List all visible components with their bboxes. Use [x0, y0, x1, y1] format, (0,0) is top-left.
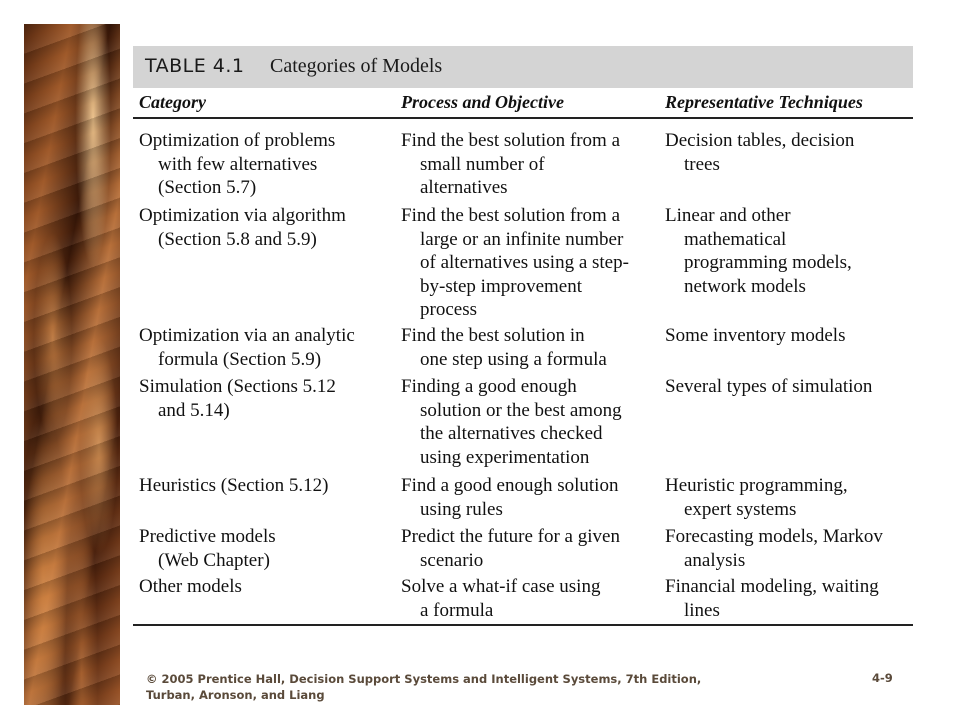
cell-line: solution or the best among	[420, 399, 622, 421]
cell-line: a formula	[420, 599, 494, 621]
techniques-cell	[665, 525, 883, 572]
header-techniques: Representative Techniques	[665, 92, 863, 112]
cell-line: small number of	[420, 153, 545, 175]
cell-line: Optimization via algorithm	[139, 205, 346, 226]
process-cell	[401, 324, 607, 371]
cell-line: trees	[684, 153, 720, 175]
cell-line: Some inventory models	[665, 325, 846, 346]
decorative-wood-image	[24, 24, 120, 705]
cell-line: Simulation (Sections 5.12	[139, 376, 336, 397]
models-table	[133, 46, 913, 626]
cell-line: Solve a what-if case using	[401, 576, 601, 597]
table-number: TABLE 4.1	[145, 55, 245, 77]
cell-line: Finding a good enough	[401, 376, 577, 397]
cell-line: lines	[684, 599, 720, 621]
table-title: Categories of Models	[270, 55, 443, 77]
category-cell	[139, 575, 242, 599]
cell-line: one step using a formula	[420, 348, 607, 370]
cell-line: Heuristic programming,	[665, 475, 848, 496]
cell-line: (Section 5.8 and 5.9)	[158, 228, 317, 250]
cell-line: (Section 5.7)	[158, 177, 257, 198]
cell-line: Predictive models	[139, 526, 276, 547]
header-category: Category	[139, 92, 206, 112]
process-cell	[401, 575, 600, 622]
cell-line: Linear and other	[665, 205, 791, 226]
cell-line: using rules	[420, 498, 503, 520]
process-cell	[401, 204, 629, 322]
cell-line: Several types of simulation	[665, 376, 873, 397]
cell-line: scenario	[420, 549, 484, 571]
cell-line: Forecasting models, Markov	[665, 526, 883, 547]
techniques-cell	[665, 474, 848, 521]
cell-line: Optimization via an analytic	[139, 325, 355, 346]
cell-line: by-step improvement	[420, 275, 582, 297]
cell-line: analysis	[684, 549, 746, 571]
techniques-cell	[665, 324, 845, 348]
footer-citation-line2: Turban, Aronson, and Liang	[146, 688, 325, 702]
process-cell	[401, 525, 620, 572]
cell-line: expert systems	[684, 498, 797, 520]
category-cell	[139, 474, 328, 498]
cell-line: the alternatives checked	[420, 423, 603, 444]
process-cell	[401, 129, 620, 200]
cell-line: mathematical	[684, 228, 787, 250]
header-process: Process and Objective	[401, 92, 564, 112]
cell-line: with few alternatives	[158, 153, 318, 175]
techniques-cell	[665, 204, 852, 298]
page-number: 4-9	[872, 671, 893, 685]
category-cell	[139, 324, 355, 371]
category-cell	[139, 204, 346, 251]
cell-line: and 5.14)	[158, 399, 230, 421]
cell-line: alternatives	[420, 177, 508, 198]
techniques-cell	[665, 129, 854, 176]
cell-line: process	[420, 299, 477, 320]
category-cell	[139, 129, 335, 200]
techniques-cell	[665, 375, 872, 399]
cell-line: (Web Chapter)	[158, 549, 270, 571]
cell-line: programming models,	[684, 252, 852, 273]
cell-line: network models	[684, 275, 806, 297]
table-header-row	[133, 88, 913, 119]
process-cell	[401, 375, 622, 469]
process-cell	[401, 474, 618, 521]
cell-line: Other models	[139, 576, 242, 597]
footer-citation	[146, 671, 701, 703]
cell-line: Optimization of problems	[139, 130, 336, 151]
cell-line: Find the best solution in	[401, 325, 585, 346]
cell-line: Financial modeling, waiting	[665, 576, 879, 597]
techniques-cell	[665, 575, 879, 622]
category-cell	[139, 375, 336, 422]
cell-line: Heuristics (Section 5.12)	[139, 475, 329, 496]
table-body	[133, 119, 913, 626]
cell-line: using experimentation	[420, 446, 590, 468]
table-title-bar	[133, 46, 913, 88]
cell-line: Find the best solution from a	[401, 205, 621, 226]
cell-line: large or an infinite number	[420, 228, 624, 250]
cell-line: Find a good enough solution	[401, 475, 619, 496]
cell-line: Find the best solution from a	[401, 130, 621, 151]
cell-line: Decision tables, decision	[665, 130, 855, 151]
cell-line: Predict the future for a given	[401, 526, 620, 547]
category-cell	[139, 525, 276, 572]
footer-citation-line1: © 2005 Prentice Hall, Decision Support Systems and Intelligent Systems, 7th Edition,	[146, 672, 702, 686]
cell-line: of alternatives using a step-	[420, 252, 629, 273]
cell-line: formula (Section 5.9)	[158, 348, 322, 370]
